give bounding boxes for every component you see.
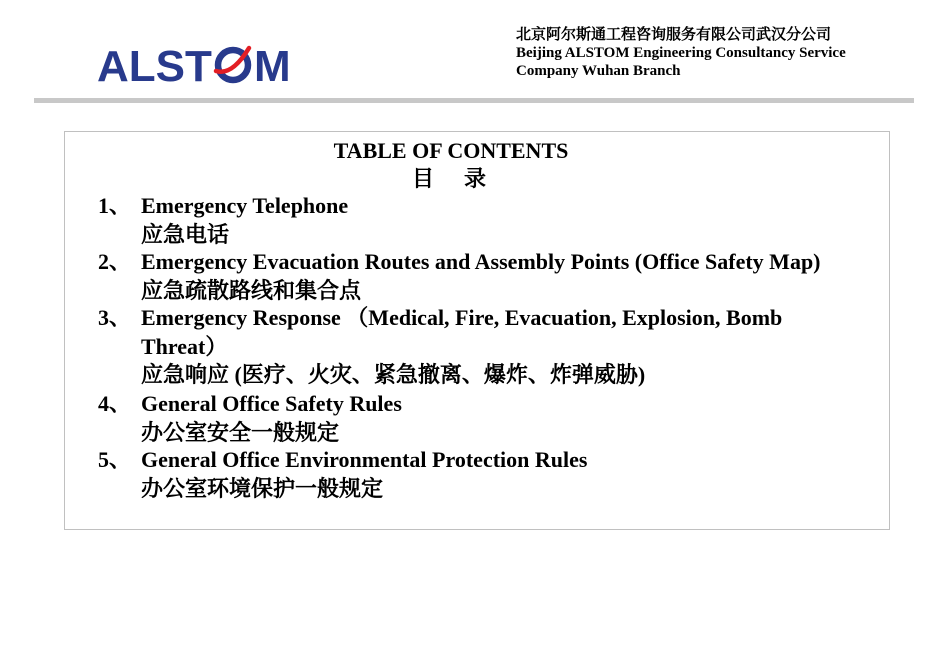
toc-item-text <box>141 304 885 390</box>
toc-item-number: 2、 <box>98 249 132 274</box>
toc-item-number: 4、 <box>98 391 132 416</box>
toc-item-text <box>141 248 885 305</box>
company-name-en-line2: Company Wuhan Branch <box>516 63 681 79</box>
toc-item-number: 5、 <box>98 447 132 472</box>
toc-item-number: 3、 <box>98 305 132 330</box>
toc-item-title-cn: 办公室环境保护一般规定 <box>141 475 384 501</box>
toc-item-title-cn: 应急电话 <box>141 221 230 247</box>
toc-item-text <box>141 390 885 447</box>
company-name-en-line1: Beijing ALSTOM Engineering Consultancy Service <box>516 45 846 61</box>
toc-item-title-en: Emergency Response （Medical, Fire, Evacuation, Explosion, Bomb <box>141 305 783 330</box>
toc-title-cn: 目 录 <box>411 166 490 191</box>
company-name-cn: 北京阿尔斯通工程咨询服务有限公司武汉分公司 <box>516 27 832 43</box>
toc-title-en: TABLE OF CONTENTS <box>333 138 569 163</box>
toc-item-title-cn: 应急响应 (医疗、火灾、紧急撤离、爆炸、炸弹威胁) <box>141 362 646 387</box>
table-of-contents <box>64 131 890 530</box>
toc-item-title-en: Emergency Telephone <box>141 193 349 218</box>
header-divider <box>34 98 914 103</box>
toc-item-text <box>141 192 885 249</box>
company-info <box>516 26 846 80</box>
alstom-logo-graphic <box>97 38 302 90</box>
alstom-logo-m: M <box>254 42 291 90</box>
toc-item-number: 1、 <box>98 193 132 218</box>
toc-item-title-en: General Office Safety Rules <box>141 391 402 416</box>
alstom-logo <box>97 38 302 90</box>
alstom-logo-letters: ALST <box>97 42 212 90</box>
toc-item-title-cn: 应急疏散路线和集合点 <box>141 277 362 303</box>
toc-item-title-cn: 办公室安全一般规定 <box>141 419 340 445</box>
toc-item-text <box>141 446 885 503</box>
toc-item-title-en-cont: Threat） <box>141 333 228 359</box>
toc-item-title-en: General Office Environmental Protection Rules <box>141 447 588 472</box>
toc-item-title-en: Emergency Evacuation Routes and Assembly Points (Office Safety Map) <box>141 249 821 274</box>
